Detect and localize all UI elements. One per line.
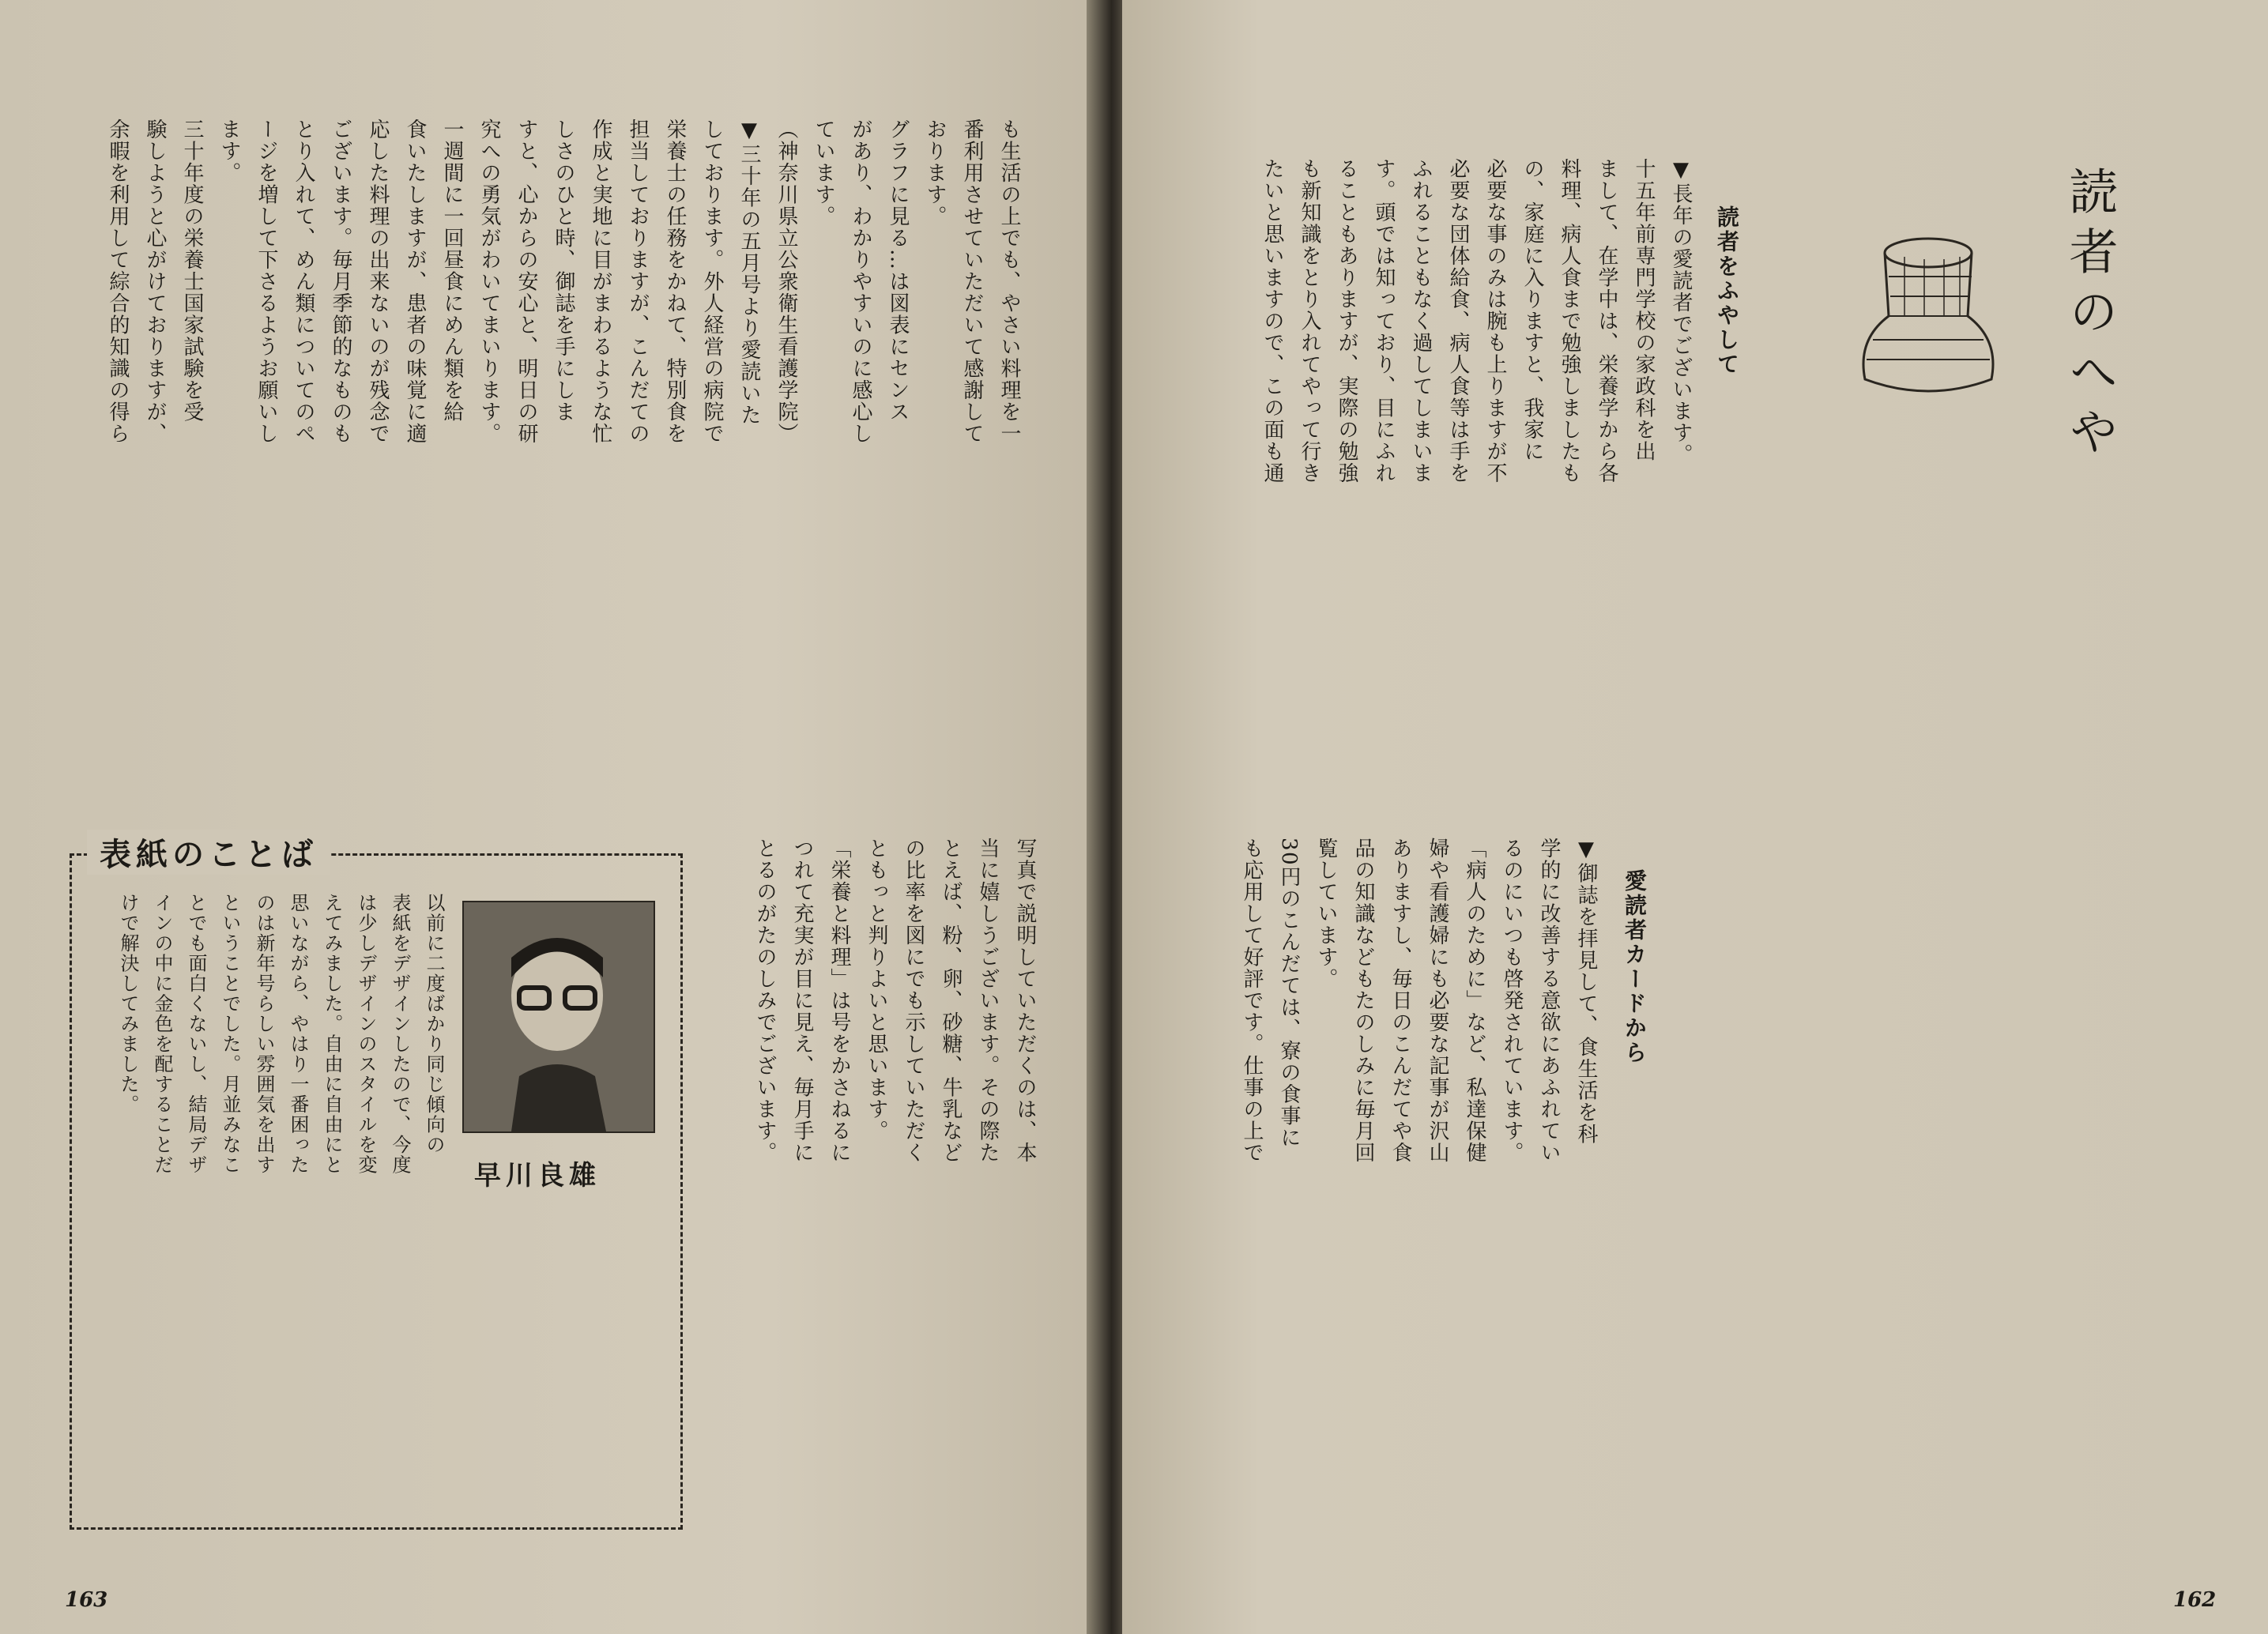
left-text-column-3: 写真で説明していただくのは、本 当に嬉しうございます。その際た とえば、粉、卵、砂糖、牛乳など の比率を図にでも示していただく ともっと判りよいと思います。 「栄養と料理」は号をかさねるに つれて充実が目に見え、毎月手に とるのがたのしみでございます。 xyxy=(753,838,1037,1164)
basket-illustration xyxy=(1841,221,2015,403)
cover-words-title: 表紙のことば xyxy=(87,830,330,875)
heading-reader-cards: 愛読者カードから xyxy=(1622,869,1648,1065)
left-text-column-1: も生活の上でも、やさい料理を一 番利用させていただいて感謝して おります。 グラフに見る…は図表にセンス があり、わかりやすいのに感心し ています。 （神奈川県立公衆衛生看護学院） ▼三十年の五月号より愛読いた しております。外人経営の病院で 栄養士の任務をかねて、特別食を 担当しておりますが、こんだての 作成と実地に目がまわるような忙 しさのひと時、御誌を手にしま すと、心からの安心と、明日の研 究への勇気がわいてまいります。 一週間に一回昼食にめん類を給 食いたしますが、患者の味覚に適 応した料理の出来ないのが残念で ございます。毎月季節的なものも とり入れて、めん類についてのペ ージを増して下さるようお願いし ます。 三十年度の栄養士国家試験を受 験しようと心がけておりますが、 余暇を利用して綜合的知識の得ら xyxy=(106,119,1021,445)
page-number-left: 163 xyxy=(65,1588,108,1612)
reader-corner-title: 読者のへや xyxy=(2061,166,2119,466)
page-number-right: 162 xyxy=(2173,1588,2217,1612)
cover-author-name: 早川良雄 xyxy=(474,1160,601,1192)
right-page xyxy=(1122,0,2268,1634)
left-page xyxy=(0,0,1102,1634)
cover-words-text-1: 以前に二度ばかり同じ傾向の 表紙をデザインしたので、今度 は少しデザインのスタイルを変 えてみました。自由に自由にと 思いながら、やはり一番困った のは新年号らしい雰囲気を出す ということでした。月並みなこ とでも面白くないし、結局デザ インの中に金色を配することだ けで解決してみました。 xyxy=(117,893,445,1175)
heading-increase-readers: 読者をふやして xyxy=(1714,205,1740,377)
right-text-column-1: ▼長年の愛読者でございます。 十五年前専門学校の家政科を出 まして、在学中は、栄養学から各 料理、病人食まで勉強しましたも の、家庭に入りますと、我家に 必要な事のみは腕も上りますが不 必要な団体給食、病人食等は手を ふれることもなく過してしまいま す。頭では知っており、目にふれ ることもありますが、実際の勉強 も新知識をとり入れてやって行き たいと思いますので、この面も通 xyxy=(1260,158,1693,484)
author-photo xyxy=(462,901,655,1133)
right-text-column-3: ▼御誌を拝見して、食生活を科 学的に改善する意欲にあふれてい るのにいつも啓発されています。 「病人のために」など、私達保健 婦や看護婦にも必要な記事が沢山 ありますし、毎日のこんだてや食 品の知識などもたのしみに毎月回 覧しています。 30円のこんだては、寮の食事に も応用して好評です。仕事の上で xyxy=(1240,838,1598,1164)
